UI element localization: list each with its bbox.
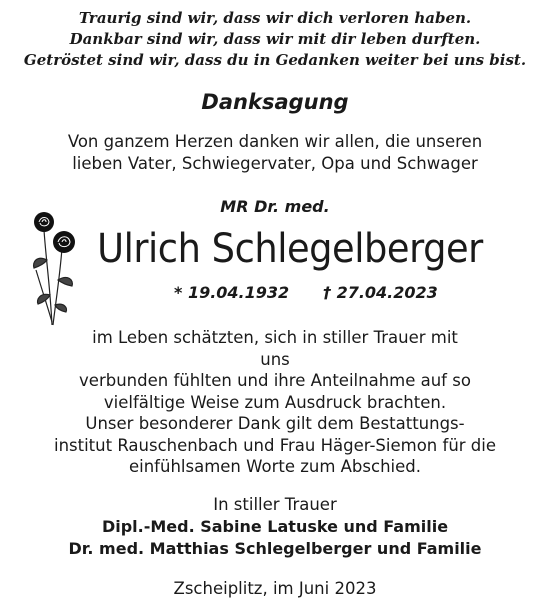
quote-line: Getröstet sind wir, dass du in Gedanken weiter bei uns bist. — [23, 51, 527, 69]
quote — [0, 8, 550, 71]
body-text — [0, 327, 550, 478]
body-line: uns — [260, 349, 290, 369]
mourners-list — [0, 516, 550, 560]
place-date: Zscheiplitz, im Juni 2023 — [173, 579, 377, 598]
mourner-line: Dipl.-Med. Sabine Latuske und Familie — [101, 517, 449, 536]
quote-line: Traurig sind wir, dass wir dich verloren haben. — [78, 9, 472, 27]
intro-line: Von ganzem Herzen danken wir allen, die unseren — [67, 132, 483, 151]
mourner-line: Dr. med. Matthias Schlegelberger und Familie — [68, 539, 482, 558]
deceased-name: Ulrich Schlegelberger — [97, 226, 483, 272]
body-line: Unser besonderer Dank gilt dem Bestattungs- — [85, 414, 465, 433]
heading: Danksagung — [201, 90, 349, 114]
body-line: im Leben schätzten, sich in stiller Trauer mit — [92, 328, 458, 347]
intro-text — [0, 131, 550, 174]
birth-date: * 19.04.1932 — [174, 283, 290, 302]
quote-line: Dankbar sind wir, dass wir mit dir leben durften. — [69, 30, 481, 48]
mourners-intro: In stiller Trauer — [213, 495, 337, 514]
deceased-title: MR Dr. med. — [220, 197, 330, 216]
body-line: vielfältige Weise zum Ausdruck brachten. — [103, 392, 447, 412]
intro-line: lieben Vater, Schwiegervater, Opa und Schwager — [72, 153, 478, 173]
body-line: einfühlsamen Worte zum Abschied. — [128, 457, 421, 476]
body-line: verbunden fühlten und ihre Anteilnahme auf so — [79, 371, 471, 390]
body-line: institut Rauschenbach und Frau Häger-Siemon für die — [53, 435, 497, 455]
death-date: † 27.04.2023 — [323, 283, 438, 302]
